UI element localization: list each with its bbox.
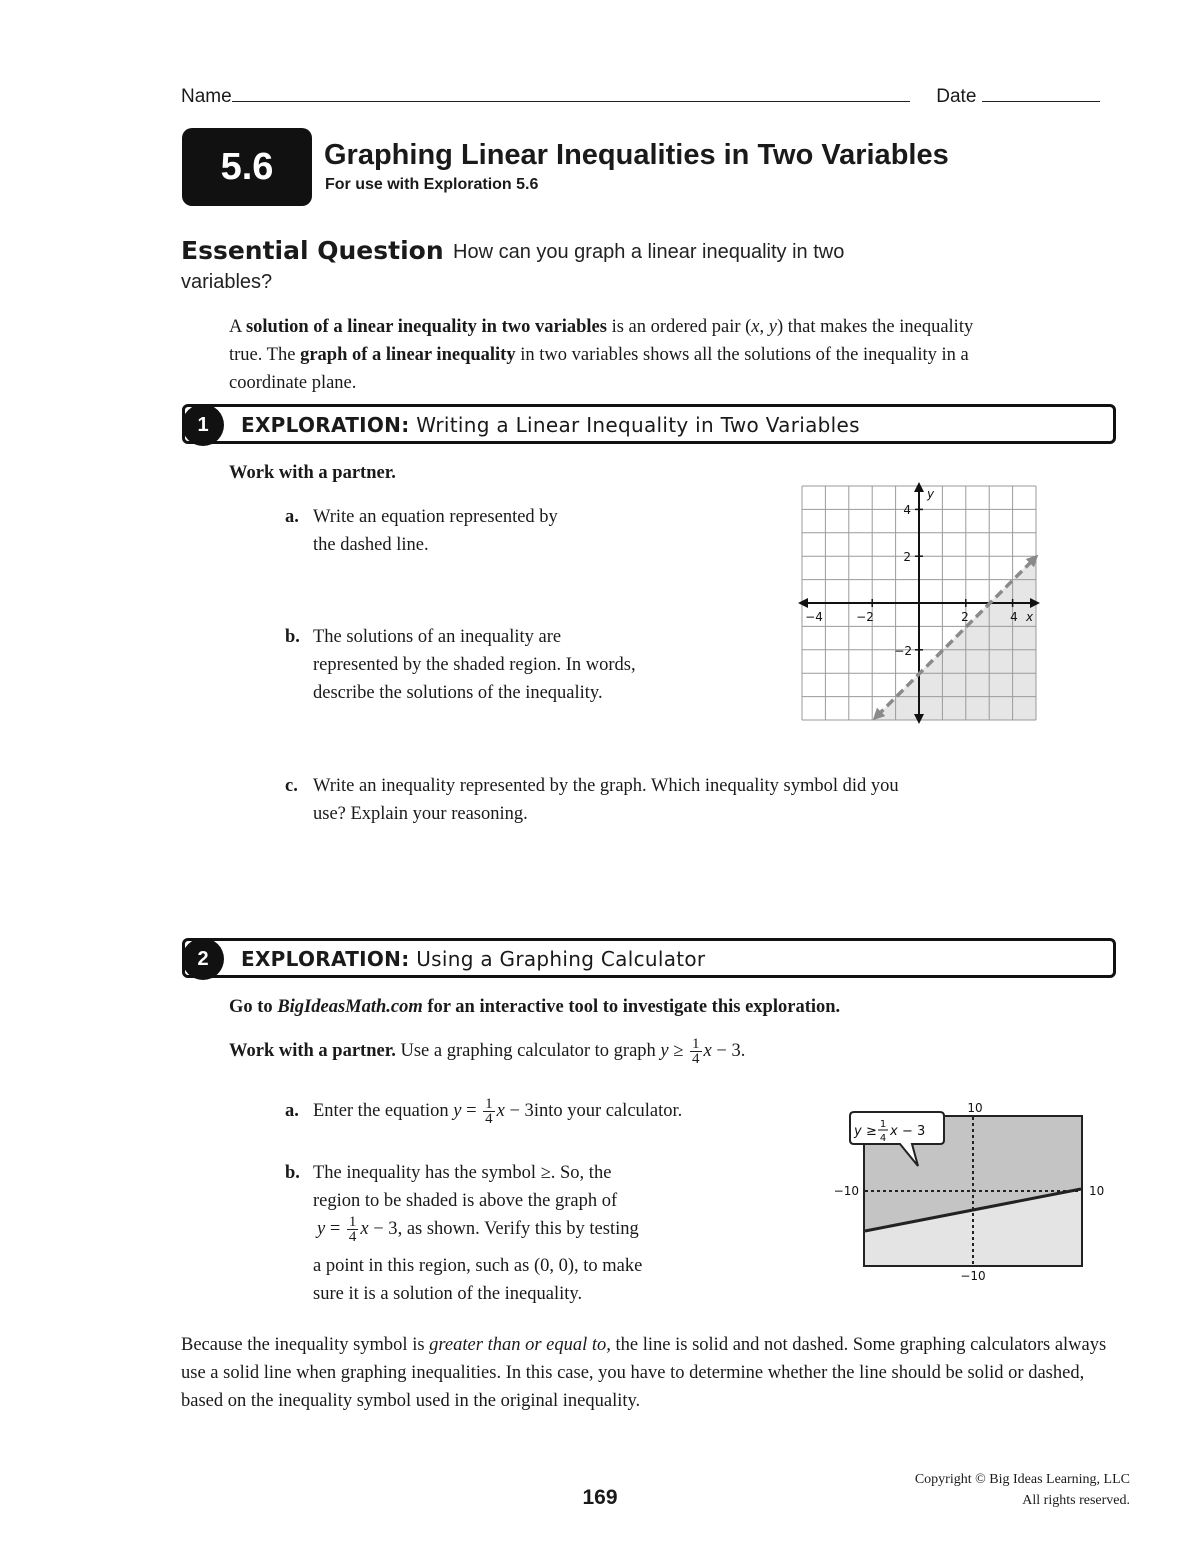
exploration-1-item-a [285,503,685,559]
exploration-2-banner [182,938,1116,978]
name-label: Name [181,86,232,107]
lesson-subtitle: For use with Exploration 5.6 [325,176,539,193]
closing-text: the line is solid and not dashed. Some graphing calculators always use a solid line when graphing inequalities. In this case, you have to determine whether the line should be solid or dashed, based on the inequality symbol used in the original inequality. [181,1335,1107,1411]
exploration-1-label: EXPLORATION: [241,413,410,437]
fraction-den: 4 [348,1229,357,1246]
date-blank [982,85,1100,102]
x-tick-label: −4 [805,610,823,624]
item-text: region to be shaded is above the graph of [313,1191,618,1211]
math-var: x [360,1219,369,1239]
exploration-2-partner [229,1037,745,1066]
item-letter: b. [285,1163,300,1183]
item-text: Enter the equation [313,1101,454,1121]
math-var: y [317,1219,326,1239]
math-tail: − 3 [716,1041,741,1061]
name-date-line [181,85,1100,108]
closing-paragraph [181,1331,1121,1415]
fraction-num: 1 [348,1214,357,1231]
essential-question-text: How can you graph a linear inequality in two [453,241,845,263]
exploration-1-number: 1 [182,404,224,446]
callout-frac-den: 4 [879,1133,887,1144]
item-text: the dashed line. [313,535,429,555]
exploration-1-partner: Work with a partner. [229,463,396,483]
math-tail: − 3 [373,1219,398,1239]
closing-emphasis: greater than or equal to, [429,1335,611,1355]
item-text: The inequality has the symbol ≥. So, the [313,1163,612,1183]
math-op: ≥ [673,1041,684,1061]
math-op: = [466,1101,477,1121]
intro-term-graph: graph of a linear inequality [300,345,516,365]
exploration-2-item-b [285,1159,755,1308]
intro-paragraph [229,313,1009,397]
copyright-line: Copyright © Big Ideas Learning, LLC [914,1472,1130,1487]
exploration-1-item-b [285,623,745,707]
item-text: into your calculator. [533,1101,683,1121]
fraction-den: 4 [692,1051,700,1068]
x-tick-label: 2 [961,610,969,624]
item-text: represented by the shaded region. In words, [313,655,636,675]
y-tick-label: 4 [903,503,911,517]
exploration-2-heading [241,947,705,971]
item-letter: b. [285,627,300,647]
lesson-number-badge [182,128,312,206]
goto-suffix: for an interactive tool to investigate this exploration. [422,997,841,1017]
callout-var-y: y [854,1124,862,1139]
item-letter: a. [285,507,299,527]
exploration-2-title: Using a Graphing Calculator [416,947,706,971]
intro-text: is an ordered pair ( [606,317,752,337]
item-letter: c. [285,776,298,796]
lesson-title: Graphing Linear Inequalities in Two Variables [324,139,949,171]
exploration-2-label: EXPLORATION: [241,947,410,971]
goto-line [229,993,840,1021]
essential-question-text-continued: variables? [181,271,273,293]
calc-xmax-label: 10 [1089,1184,1105,1198]
fraction-den: 4 [485,1111,493,1128]
item-text: describe the solutions of the inequality. [313,683,603,703]
item-text: a point in this region, such as (0, 0), to make [313,1256,643,1277]
partner-label: Work with a partner. [229,1041,396,1061]
y-tick-label: 2 [903,550,911,564]
y-tick-label: −2 [894,644,912,658]
exploration-1-item-c [285,772,1045,828]
x-tick-label: −2 [856,610,874,624]
site-link[interactable]: BigIdeasMath.com [277,997,423,1017]
math-var: y [453,1101,462,1121]
intro-var-y: y [768,317,777,337]
partner-text: Use a graphing calculator to graph [395,1041,661,1061]
exploration-1-title: Writing a Linear Inequality in Two Variables [416,413,860,437]
exploration-2-item-a [285,1097,805,1126]
item-text: Write an equation represented by [313,507,558,527]
essential-question-label: Essential Question [181,236,444,265]
fraction-num: 1 [692,1036,700,1053]
callout-tail: − 3 [902,1124,926,1139]
item-text: , as shown. Verify this by testing [397,1219,639,1239]
exploration-2-number: 2 [182,938,224,980]
math-var: y [660,1041,669,1061]
fraction-num: 1 [485,1096,493,1113]
exploration-1-heading [241,413,860,437]
calc-xmin-label: −10 [833,1184,859,1198]
date-label: Date [936,86,977,107]
callout-op: ≥ [866,1124,877,1139]
item-text: use? Explain your reasoning. [313,804,528,824]
inequality-graph [795,480,1045,728]
calculator-screen [830,1096,1110,1286]
intro-term-solution: solution of a linear inequality in two variables [245,317,607,337]
math-op: = [329,1219,341,1239]
intro-text: A [229,317,246,337]
x-tick-label: 4 [1010,610,1018,624]
goto-prefix: Go to [229,997,278,1017]
intro-text: , [759,317,769,337]
fraction [690,1037,702,1066]
calc-ymax-label: 10 [967,1101,983,1115]
intro-text: ) that makes the inequality true. The [229,317,974,365]
name-blank [232,85,910,102]
x-axis-label: x [1026,610,1034,624]
item-letter: a. [285,1101,299,1121]
math-var: x [496,1101,505,1121]
closing-text: Because the inequality symbol is [181,1335,430,1355]
calc-ymin-label: −10 [960,1269,986,1283]
intro-var-x: x [751,317,760,337]
item-text: sure it is a solution of the inequality. [313,1284,583,1305]
intro-text: in two variables shows all the solutions of the inequality in a coordinate plane. [229,345,969,393]
fraction [483,1097,495,1126]
item-text: Write an inequality represented by the graph. Which inequality symbol did you [313,776,899,796]
fraction [347,1215,359,1244]
copyright [915,1469,1130,1511]
lesson-number: 5.6 [220,145,274,188]
copyright-line: All rights reserved. [1022,1493,1130,1508]
math-var: x [703,1041,712,1061]
page-number: 169 [582,1486,618,1509]
item-text: The solutions of an inequality are [313,627,562,647]
exploration-1-banner [182,404,1116,444]
callout-var-x: x [890,1124,898,1139]
period: . [740,1041,746,1061]
math-tail: − 3 [509,1101,534,1121]
callout-frac-num: 1 [879,1119,887,1130]
y-axis-label: y [927,487,935,501]
